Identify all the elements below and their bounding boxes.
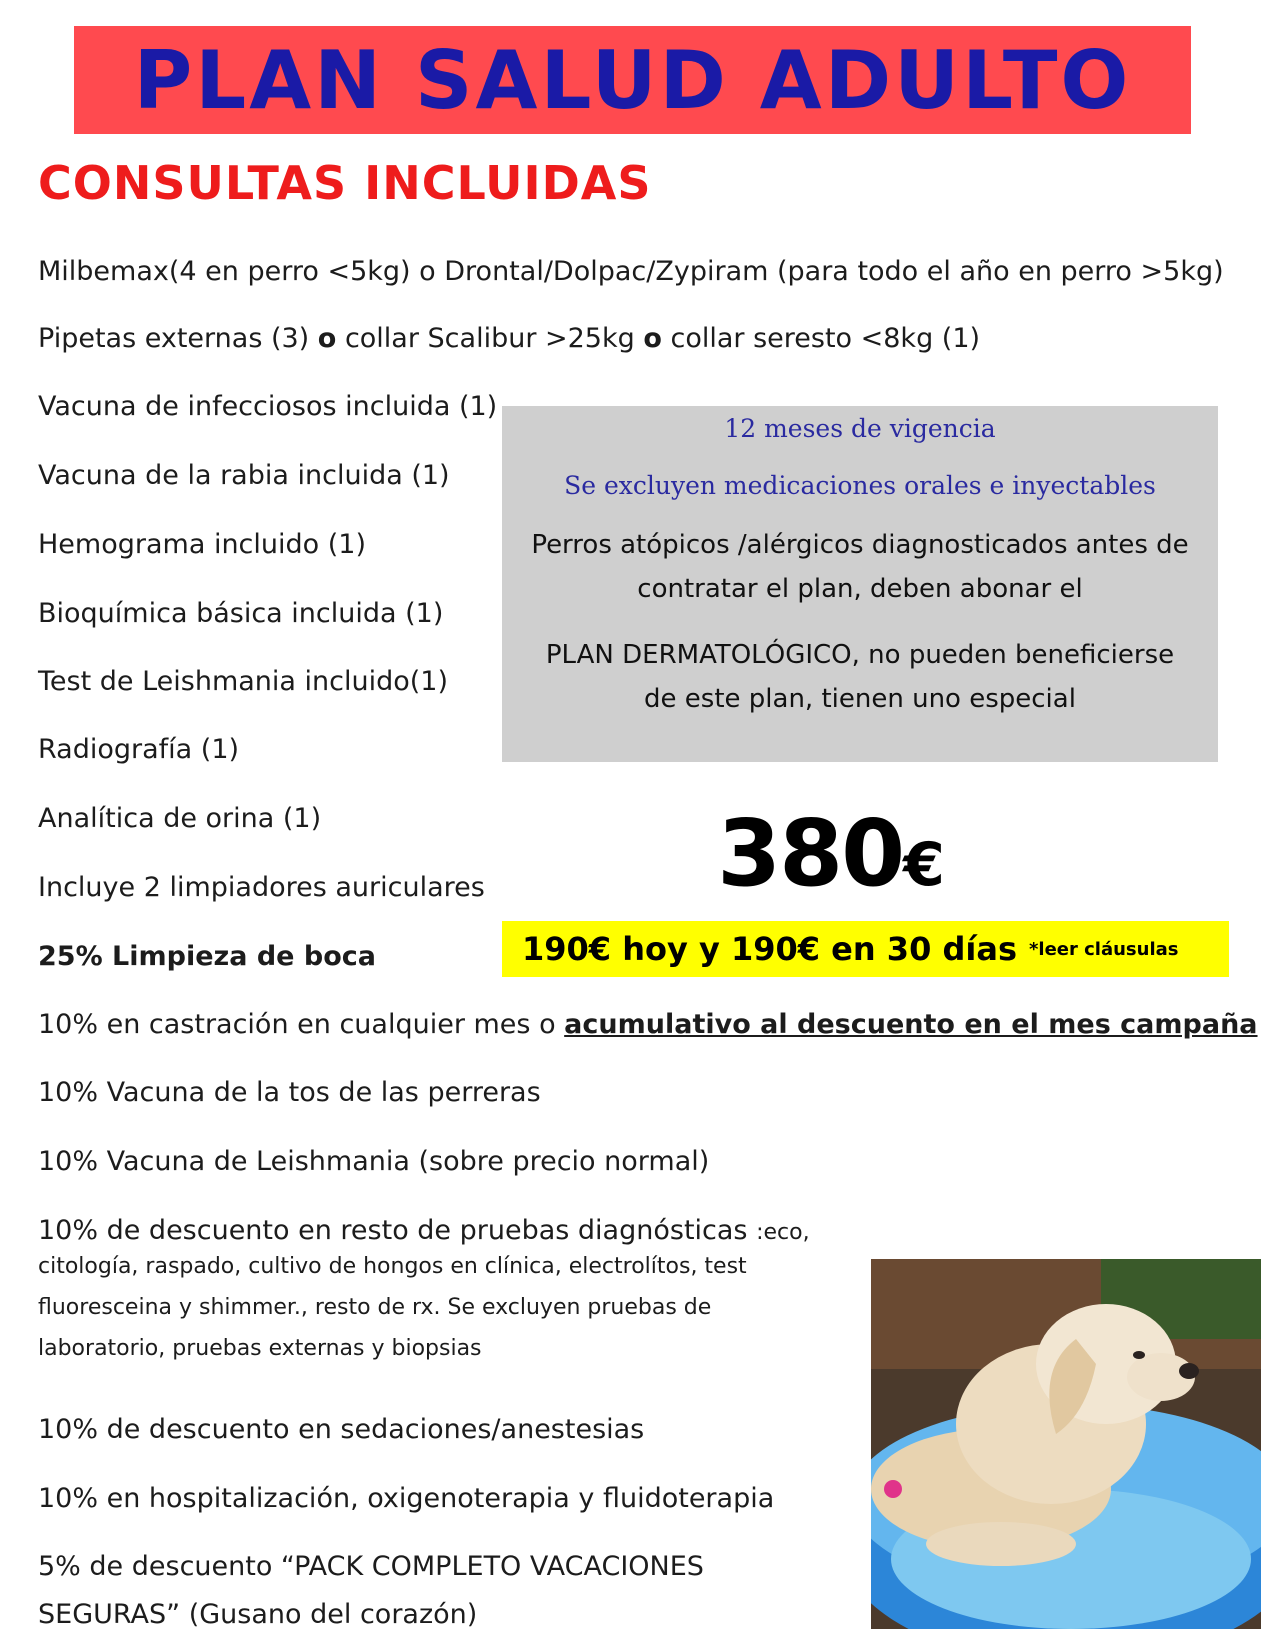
item-limpiadores: Incluye 2 limpiadores auriculares (38, 872, 485, 903)
item-radiografia: Radiografía (1) (38, 734, 240, 765)
item-sedaciones: 10% de descuento en sedaciones/anestesias (38, 1414, 645, 1445)
item-orina: Analítica de orina (1) (38, 803, 322, 834)
info-box (502, 406, 1218, 762)
item-tos-perreras: 10% Vacuna de la tos de las perreras (38, 1077, 541, 1108)
title-banner (74, 26, 1191, 134)
item-hemograma: Hemograma incluido (1) (38, 529, 367, 560)
price-currency: € (903, 830, 943, 900)
section-title: CONSULTAS INCLUIDAS (38, 156, 652, 210)
item-test-leishmania: Test de Leishmania incluido(1) (38, 666, 449, 697)
dog-photo (871, 1259, 1261, 1629)
item-milbemax: Milbemax(4 en perro <5kg) o Drontal/Dolpac/Zypiram (para todo el año en perro >5kg) (38, 256, 1224, 287)
payment-terms: 190€ hoy y 190€ en 30 días (522, 930, 1017, 968)
payment-note: *leer cláusulas (1028, 938, 1179, 960)
item-pipetas: Pipetas externas (3) o collar Scalibur >25kg o collar seresto <8kg (1) (38, 323, 981, 354)
item-castracion: 10% en castración en cualquier mes o acumulativo al descuento en el mes campaña (38, 1009, 1258, 1040)
item-pack-vacaciones-1: 5% de descuento “PACK COMPLETO VACACIONES (38, 1551, 704, 1582)
info-atopicos-2: contratar el plan, deben abonar el (637, 574, 1083, 604)
payment-banner (502, 921, 1229, 977)
info-vigencia: 12 meses de vigencia (724, 414, 996, 443)
item-vacuna-leishmania: 10% Vacuna de Leishmania (sobre precio normal) (38, 1146, 710, 1177)
info-atopicos-1: Perros atópicos /alérgicos diagnosticados antes de (531, 530, 1189, 560)
dog-in-pool-illustration (871, 1259, 1261, 1629)
item-limpieza-boca: 25% Limpieza de boca (38, 941, 376, 972)
info-dermatologico-2: de este plan, tienen uno especial (644, 684, 1076, 714)
item-hospitalizacion: 10% en hospitalización, oxigenoterapia y fluidoterapia (38, 1483, 775, 1514)
price (700, 800, 960, 907)
item-pruebas-diagnosticas: 10% de descuento en resto de pruebas diagnósticas :eco, citología, raspado, cultivo de hongos en clínica, electrolítos, test fluoresceina y shimmer., resto de rx. Se excluyen pruebas de laboratorio, pruebas externas y biopsias (38, 1215, 810, 1361)
item-bioquimica: Bioquímica básica incluida (1) (38, 598, 444, 629)
info-excluyen: Se excluyen medicaciones orales e inyectables (564, 471, 1156, 500)
item-pack-vacaciones-2: SEGURAS” (Gusano del corazón) (38, 1599, 478, 1630)
item-vacuna-infecciosos: Vacuna de infecciosos incluida (1) (38, 391, 498, 422)
page-title: PLAN SALUD ADULTO (133, 33, 1132, 127)
price-amount: 380 (717, 800, 904, 907)
item-vacuna-rabia: Vacuna de la rabia incluida (1) (38, 460, 450, 491)
info-dermatologico-1: PLAN DERMATOLÓGICO, no pueden beneficierse (545, 640, 1175, 670)
